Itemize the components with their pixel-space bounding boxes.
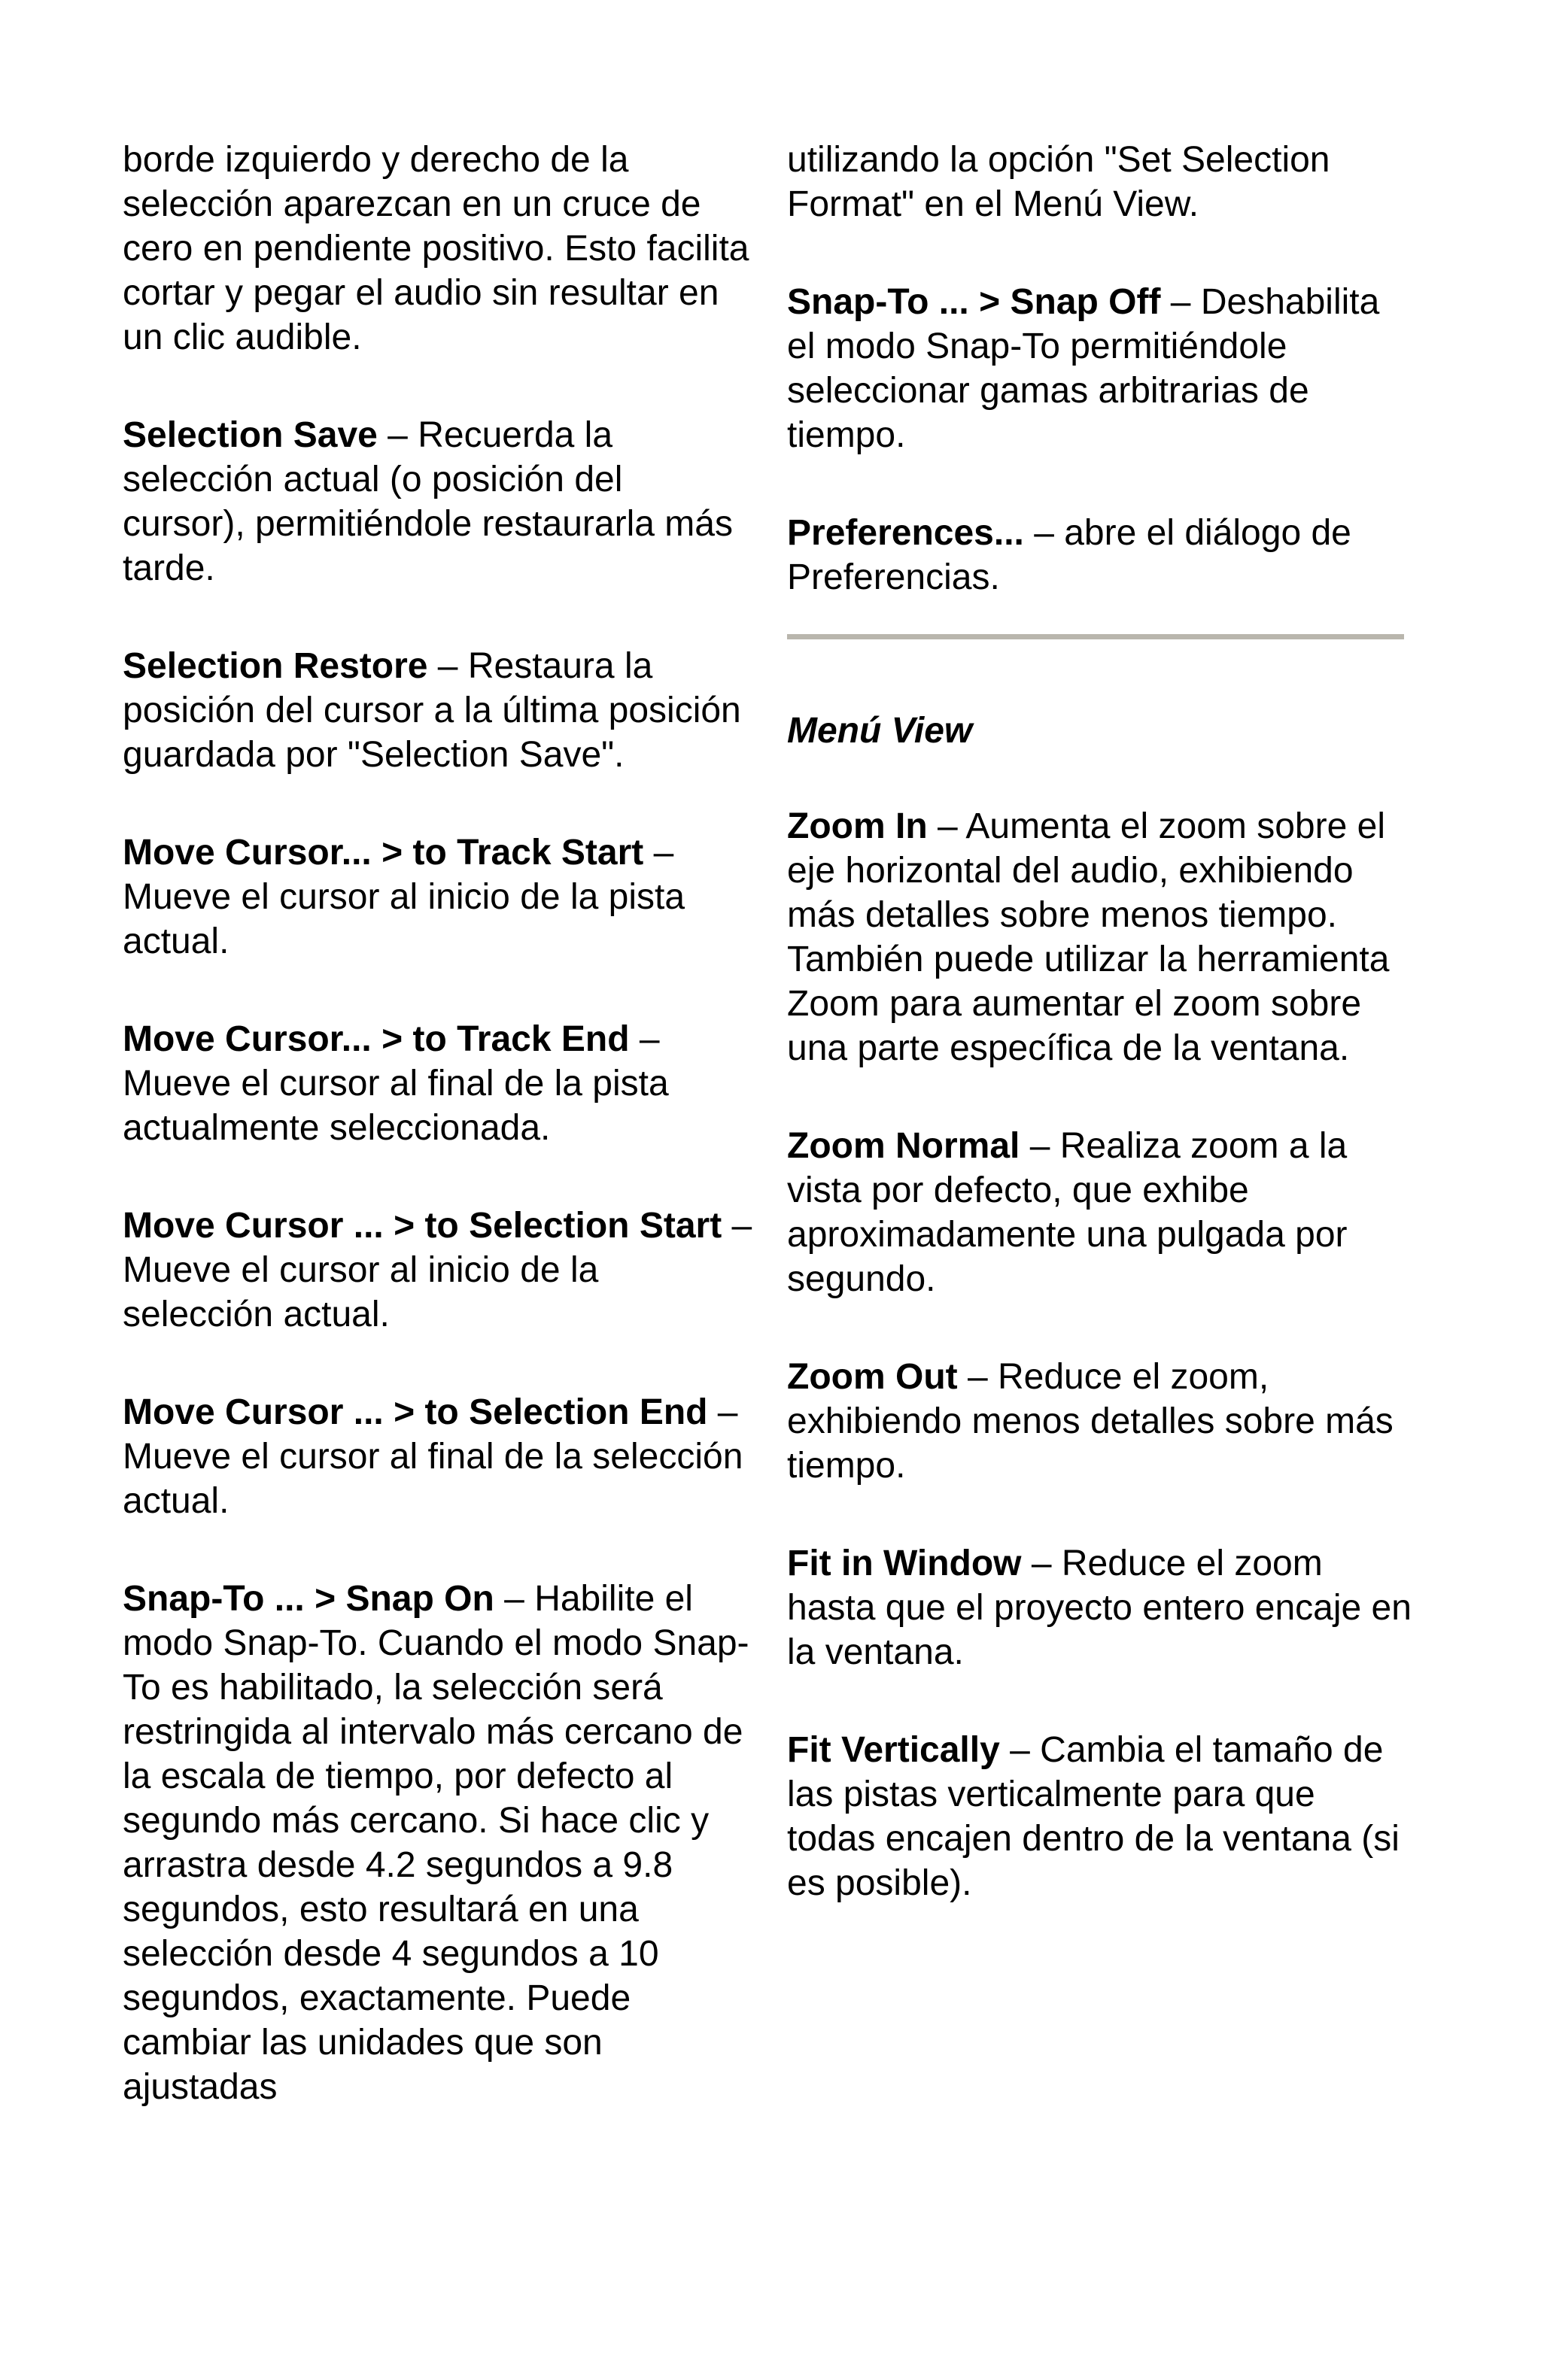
description: utilizando la opción "Set Selection Format" en el Menú View. (787, 140, 1330, 224)
paragraph-selection-save (123, 413, 755, 590)
term: Move Cursor... > to Track Start (123, 833, 644, 873)
separator: – (999, 1730, 1041, 1770)
paragraph-move-cursor-selection-end (123, 1390, 755, 1523)
term: Move Cursor ... > to Selection Start (123, 1206, 722, 1246)
paragraph (787, 138, 1412, 226)
description: abre el diálogo de Preferencias. (787, 513, 1351, 597)
paragraph-preferences (787, 511, 1412, 600)
separator: – (1160, 282, 1201, 322)
section-divider (787, 634, 1404, 639)
term: Zoom In (787, 806, 928, 846)
description: Mueve el cursor al inicio de la pista actual. (123, 877, 685, 961)
description: Aumenta el zoom sobre el eje horizontal del audio, exhibiendo más detalles sobre menos tiempo. También puede utilizar la herramienta Zoom para aumentar el zoom sobre una parte específica de la ventana. (787, 806, 1390, 1068)
term: Fit Vertically (787, 1730, 1000, 1770)
description: Realiza zoom a la vista por defecto, que exhibe aproximadamente una pulgada por segundo. (787, 1126, 1348, 1299)
paragraph-selection-restore (123, 644, 755, 777)
paragraph-snap-off (787, 280, 1412, 457)
term: Preferences... (787, 513, 1024, 553)
separator: – (1023, 513, 1065, 553)
term: Move Cursor... > to Track End (123, 1019, 630, 1059)
term: Snap-To ... > Snap On (123, 1579, 494, 1619)
term: Snap-To ... > Snap Off (787, 282, 1161, 322)
paragraph-move-cursor-track-end (123, 1017, 755, 1150)
separator: – (957, 1357, 998, 1397)
paragraph-zoom-in (787, 804, 1412, 1070)
description: borde izquierdo y derecho de la selección aparezcan en un cruce de cero en pendiente positivo. Esto facilita cortar y pegar el audio sin resultar en un clic audible. (123, 140, 749, 357)
separator: – (643, 833, 674, 873)
description: Reduce el zoom hasta que el proyecto entero encaje en la ventana. (787, 1544, 1412, 1672)
right-column (787, 138, 1412, 1959)
term: Zoom Out (787, 1357, 958, 1397)
separator: – (494, 1579, 535, 1619)
description: Mueve el cursor al inicio de la selección actual. (123, 1250, 599, 1334)
term: Selection Save (123, 415, 378, 455)
separator: – (427, 646, 468, 686)
paragraph-move-cursor-track-start (123, 830, 755, 964)
paragraph-fit-in-window (787, 1541, 1412, 1674)
paragraph (123, 138, 755, 360)
description: Habilite el modo Snap-To. Cuando el modo Snap-To es habilitado, la selección será restringida al intervalo más cercano de la escala de tiempo, por defecto al segundo más cercano. Si hace clic y arrastra desde 4.2 segundos a 9.8 segundos, esto resultará en una selección desde 4 segundos a 10 segundos, exactamente. Puede cambiar las unidades que son ajustadas (123, 1579, 749, 2107)
description: Recuerda la selección actual (o posición del cursor), permitiéndole restaurarla más tarde. (123, 415, 733, 588)
section-heading: Menú View (787, 711, 973, 751)
paragraph-move-cursor-selection-start (123, 1204, 755, 1337)
term: Fit in Window (787, 1544, 1022, 1583)
description: Restaura la posición del cursor a la última posición guardada por "Selection Save". (123, 646, 741, 775)
description: Cambia el tamaño de las pistas verticalmente para que todas encajen dentro de la ventana (si es posible). (787, 1730, 1400, 1903)
description: Mueve el cursor al final de la selección actual. (123, 1437, 743, 1521)
separator: – (1021, 1544, 1062, 1583)
separator: – (377, 415, 418, 455)
paragraph-snap-on (123, 1577, 755, 2109)
separator: – (927, 806, 966, 846)
left-column (123, 138, 755, 2163)
separator: – (629, 1019, 660, 1059)
term: Zoom Normal (787, 1126, 1020, 1166)
term: Move Cursor ... > to Selection End (123, 1392, 708, 1432)
description: Reduce el zoom, exhibiendo menos detalles sobre más tiempo. (787, 1357, 1394, 1486)
description: Mueve el cursor al final de la pista actualmente seleccionada. (123, 1064, 669, 1148)
description: Deshabilita el modo Snap-To permitiéndole seleccionar gamas arbitrarias de tiempo. (787, 282, 1380, 455)
separator: – (1020, 1126, 1060, 1166)
separator: – (722, 1206, 752, 1246)
paragraph-fit-vertically (787, 1728, 1412, 1905)
separator: – (707, 1392, 738, 1432)
paragraph-zoom-out (787, 1355, 1412, 1488)
paragraph-zoom-normal (787, 1124, 1412, 1301)
term: Selection Restore (123, 646, 428, 686)
